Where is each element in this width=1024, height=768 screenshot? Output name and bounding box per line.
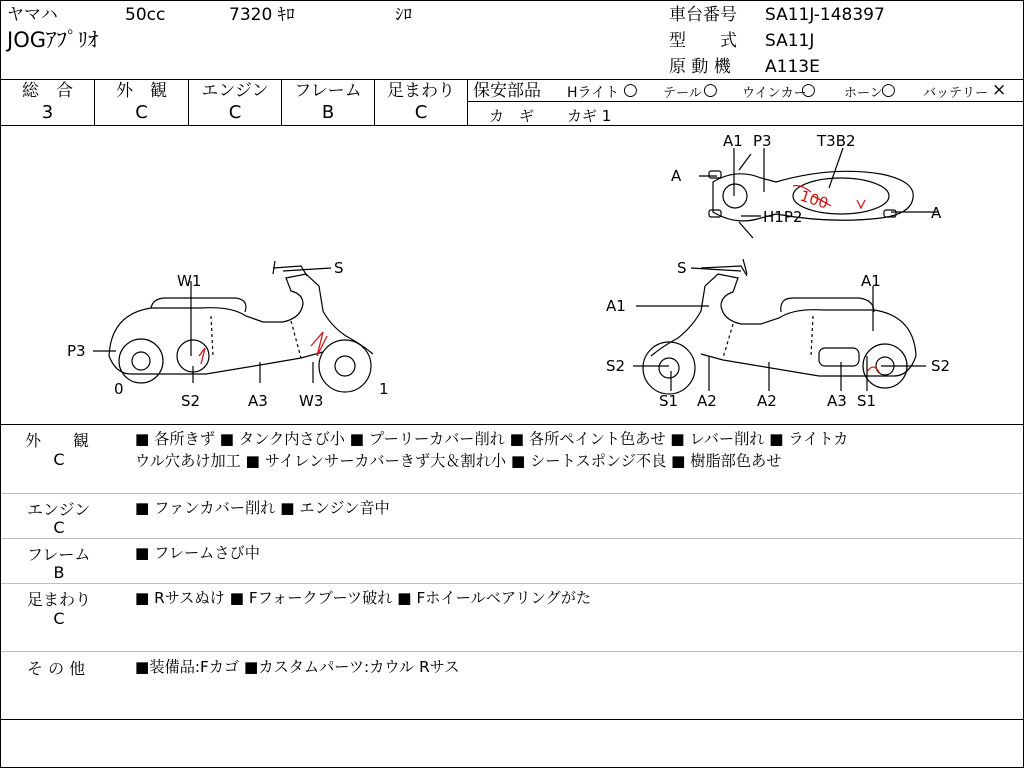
battery-mark: × xyxy=(992,80,1007,100)
overall-grade: 3 xyxy=(41,102,54,123)
diagram-label: W3 xyxy=(299,392,324,410)
remark-text-frame: ■ フレームさび中 xyxy=(135,544,260,562)
diagram-label: S1 xyxy=(857,392,877,410)
remark-text-suspension: ■ Rサスぬけ ■ Fフォークブーツ破れ ■ Fホイールベアリングがた xyxy=(135,589,592,607)
diagram-label: S xyxy=(677,259,687,277)
exterior-label: 外 観 xyxy=(116,81,167,101)
diagram-label: 0 xyxy=(114,380,124,398)
divider xyxy=(1,583,1023,584)
diagram-label: S2 xyxy=(181,392,201,410)
frame-no: SA11J-148397 xyxy=(765,5,885,25)
remark-text-exterior-2: ウル穴あけ加工 ■ サイレンサーカバーきず大＆割れ小 ■ シートスポンジ不良 ■ 樹脂部色あせ xyxy=(135,452,782,470)
damage-diagram xyxy=(1,126,1023,424)
winker-label: ウインカー xyxy=(742,86,807,101)
divider xyxy=(1,79,1023,80)
remark-label-other: そ の 他 xyxy=(27,659,86,678)
remark-label-engine: エンジン xyxy=(27,500,91,519)
headlight-mark: ○ xyxy=(623,80,638,100)
engine-label: エンジン xyxy=(201,81,269,101)
frame-grade: B xyxy=(321,102,335,123)
remark-label-suspension: 足まわり xyxy=(27,590,92,609)
remark-text-exterior-1: ■ 各所きず ■ タンク内さび小 ■ プーリーカバー削れ ■ 各所ペイント色あせ ■ レバー削れ ■ ライトカ xyxy=(135,430,849,448)
divider xyxy=(1,651,1023,652)
key-label: カ ギ xyxy=(489,107,535,125)
engine-grade: C xyxy=(228,102,242,123)
engine-model-label: 原 動 機 xyxy=(669,57,731,77)
remark-grade-frame: B xyxy=(53,563,65,582)
key-value: カギ 1 xyxy=(567,107,612,125)
remark-grade-exterior: C xyxy=(53,450,65,469)
frame-label: フレーム xyxy=(294,81,362,101)
displacement: 50cc xyxy=(125,5,166,25)
body-color: ｼﾛ xyxy=(395,5,412,25)
diagram-label: W1 xyxy=(177,272,202,290)
suspension-label: 足まわり xyxy=(387,81,455,101)
divider xyxy=(468,101,1023,102)
frame-no-label: 車台番号 xyxy=(669,5,737,25)
engine-model-value: A113E xyxy=(765,57,820,77)
remark-label-frame: フレーム xyxy=(27,545,91,564)
remark-label-exterior: 外 観 xyxy=(25,431,90,450)
taillight-mark: ○ xyxy=(703,80,718,100)
diagram-label: A1 xyxy=(606,297,626,315)
diagram-label: A1 xyxy=(861,272,881,290)
divider xyxy=(1,424,1023,425)
horn-mark: ○ xyxy=(881,80,896,100)
diagram-label: A2 xyxy=(757,392,777,410)
exterior-grade: C xyxy=(135,102,148,123)
diagram-label: S1 xyxy=(659,392,679,410)
divider xyxy=(1,719,1023,720)
diagram-label: A1 xyxy=(723,132,743,150)
suspension-grade: C xyxy=(414,102,428,123)
headlight-label: Hライト xyxy=(567,85,620,101)
diagram-label: A xyxy=(671,167,682,185)
remark-grade-engine: C xyxy=(53,518,65,537)
diagram-label: S2 xyxy=(931,357,951,375)
diagram-label: A xyxy=(931,204,942,222)
type-label: 型 式 xyxy=(669,31,737,51)
diagram-label: A2 xyxy=(697,392,717,410)
mileage: 7320 ｷﾛ xyxy=(229,5,295,25)
type-value: SA11J xyxy=(765,31,815,51)
winker-mark: ○ xyxy=(801,80,816,100)
divider xyxy=(467,79,468,125)
scooter-left-side-view xyxy=(109,261,373,392)
model-name: JOGｱﾌﾟﾘｵ xyxy=(7,28,99,52)
diagram-label: 1 xyxy=(379,380,389,398)
remark-grade-suspension: C xyxy=(53,609,65,628)
diagram-label: A3 xyxy=(827,392,847,410)
overall-label: 総 合 xyxy=(22,81,73,101)
maker: ヤマハ xyxy=(7,5,58,25)
diagram-label: P3 xyxy=(753,132,772,150)
diagram-label: H1P2 xyxy=(763,208,803,226)
taillight-label: テール xyxy=(663,86,702,101)
diagram-label: P3 xyxy=(67,342,86,360)
remark-text-other: ■装備品:Fカゴ ■カスタムパーツ:カウル Rサス xyxy=(135,658,460,676)
horn-label: ホーン xyxy=(844,86,883,101)
remark-text-engine: ■ ファンカバー削れ ■ エンジン音中 xyxy=(135,499,390,517)
leader-lines xyxy=(93,148,939,391)
diagram-label: S2 xyxy=(606,357,626,375)
diagram-label: S xyxy=(334,259,344,277)
battery-label: バッテリー xyxy=(923,86,989,101)
divider xyxy=(1,493,1023,494)
diagram-label: A3 xyxy=(248,392,268,410)
handwritten-note: 100 xyxy=(797,186,831,213)
diagram-label: T3B2 xyxy=(817,132,856,150)
safety-label: 保安部品 xyxy=(473,81,541,101)
divider xyxy=(1,538,1023,539)
